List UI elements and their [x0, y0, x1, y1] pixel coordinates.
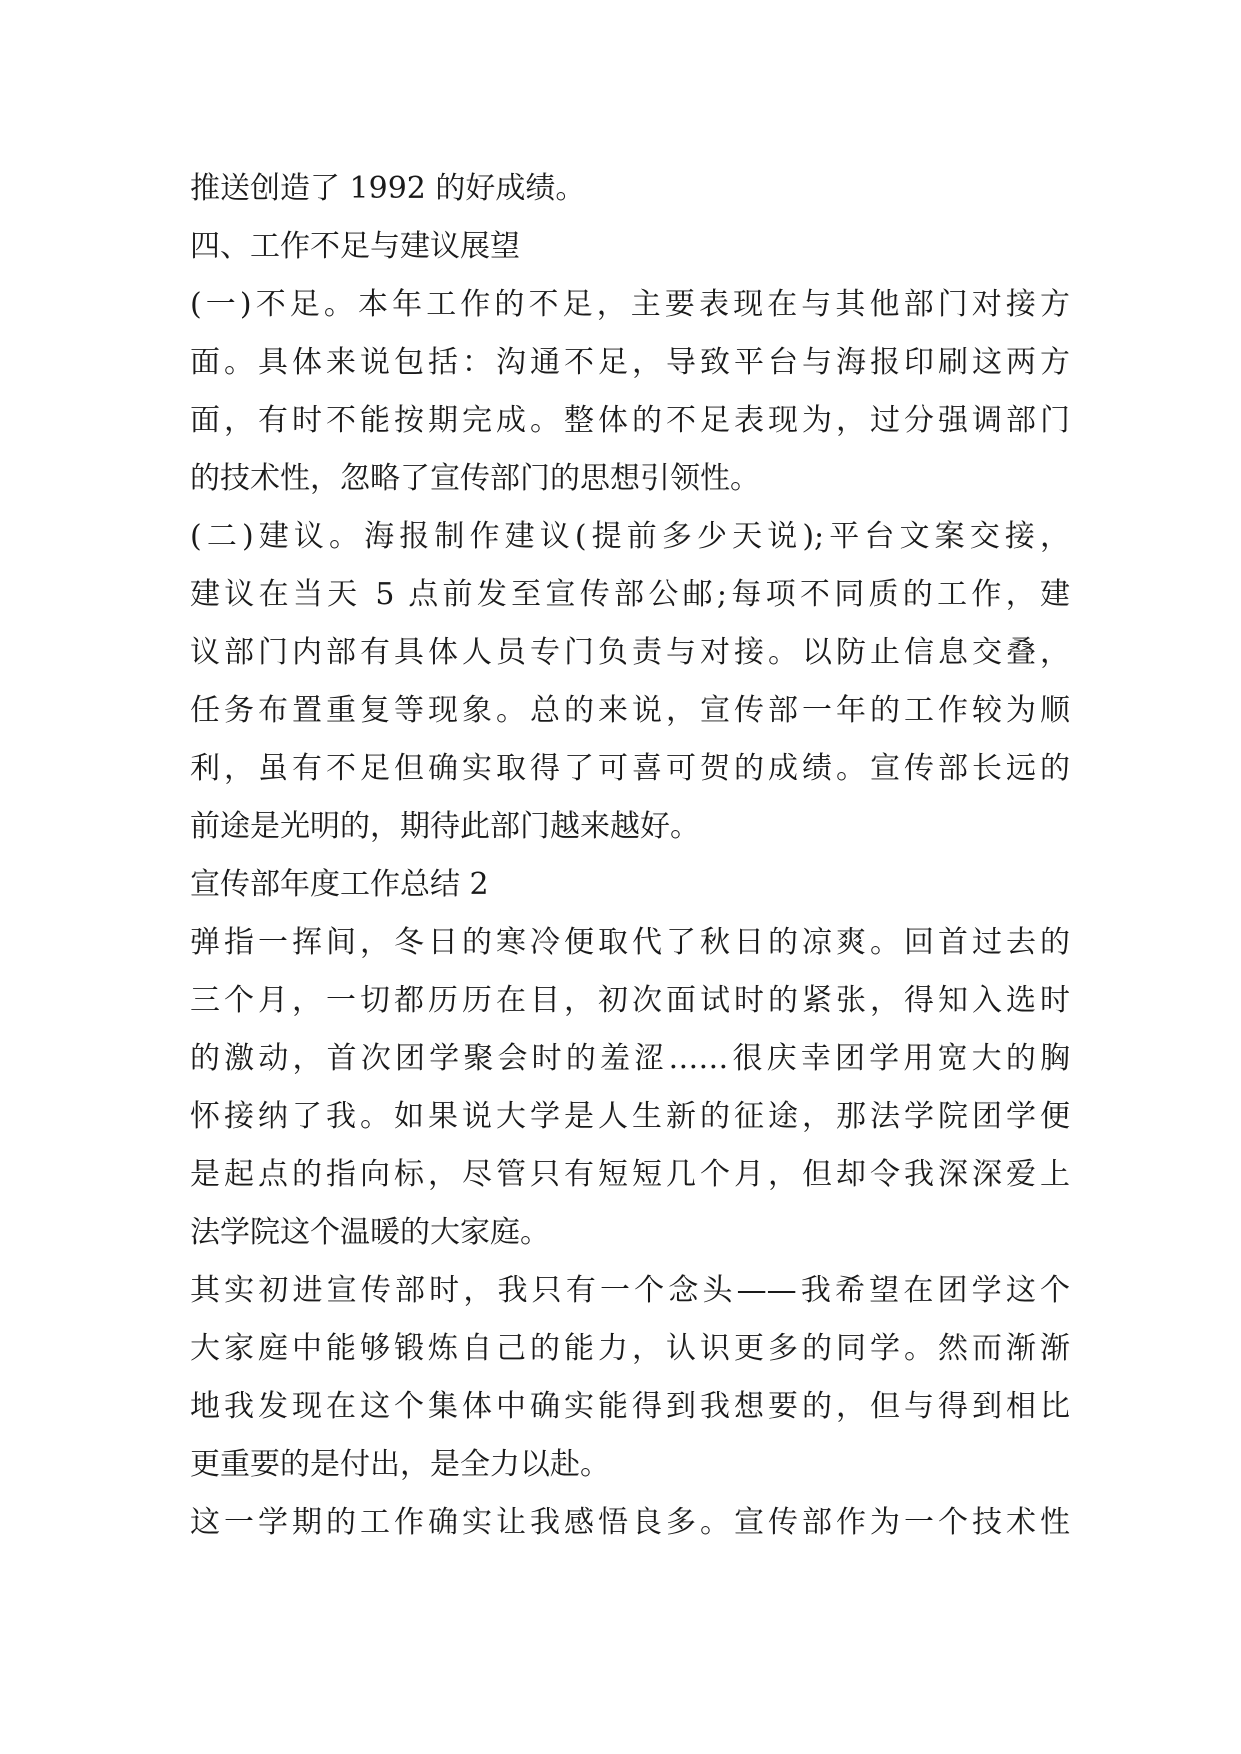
text-line: 三个月，一切都历历在目，初次面试时的紧张，得知入选时 [190, 983, 1070, 1018]
text-line: 的技术性，忽略了宣传部门的思想引领性。 [190, 461, 760, 496]
text-line: 建议在当天 5 点前发至宣传部公邮;每项不同质的工作，建 [190, 577, 1070, 612]
text-line: (二)建议。海报制作建议(提前多少天说);平台文案交接， [190, 519, 1070, 554]
text-line: 地我发现在这个集体中确实能得到我想要的，但与得到相比 [190, 1389, 1070, 1424]
text-line: 法学院这个温暖的大家庭。 [190, 1215, 550, 1250]
text-line: 的激动，首次团学聚会时的羞涩……很庆幸团学用宽大的胸 [190, 1041, 1070, 1076]
text-line: 这一学期的工作确实让我感悟良多。宣传部作为一个技术性 [190, 1505, 1070, 1540]
text-line: 推送创造了 1992 的好成绩。 [190, 171, 586, 206]
text-line: 更重要的是付出，是全力以赴。 [190, 1447, 610, 1482]
text-line: 前途是光明的，期待此部门越来越好。 [190, 809, 700, 844]
text-line: 弹指一挥间，冬日的寒冷便取代了秋日的凉爽。回首过去的 [190, 925, 1070, 960]
text-line: 利，虽有不足但确实取得了可喜可贺的成绩。宣传部长远的 [190, 751, 1070, 786]
text-line: 其实初进宣传部时，我只有一个念头——我希望在团学这个 [190, 1273, 1070, 1308]
document-body [190, 160, 1070, 1552]
text-line: 议部门内部有具体人员专门负责与对接。以防止信息交叠， [190, 635, 1070, 670]
text-line: (一)不足。本年工作的不足，主要表现在与其他部门对接方 [190, 287, 1070, 322]
text-line: 大家庭中能够锻炼自己的能力，认识更多的同学。然而渐渐 [190, 1331, 1070, 1366]
section-title: 宣传部年度工作总结 2 [190, 867, 489, 902]
text-line: 是起点的指向标，尽管只有短短几个月，但却令我深深爱上 [190, 1157, 1070, 1192]
section-heading: 四、工作不足与建议展望 [190, 229, 520, 264]
text-line: 怀接纳了我。如果说大学是人生新的征途，那法学院团学便 [190, 1099, 1070, 1134]
text-line: 任务布置重复等现象。总的来说，宣传部一年的工作较为顺 [190, 693, 1070, 728]
text-line: 面。具体来说包括：沟通不足，导致平台与海报印刷这两方 [190, 345, 1070, 380]
text-line: 面，有时不能按期完成。整体的不足表现为，过分强调部门 [190, 403, 1070, 438]
